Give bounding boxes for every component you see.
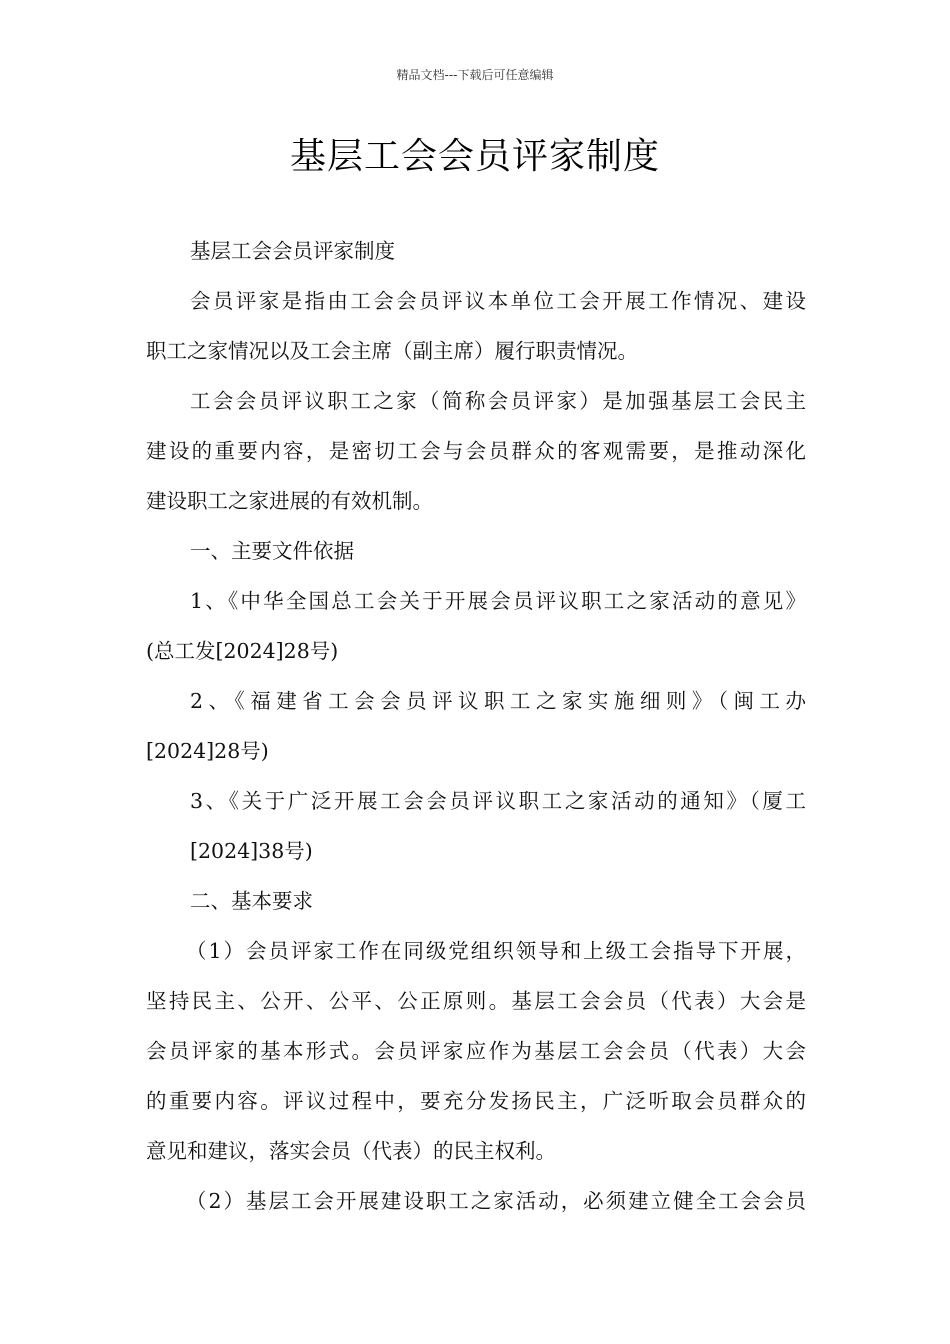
paragraph-line: 工会会员评议职工之家（简称会员评家）是加强基层工会民主 (190, 389, 806, 413)
paragraph-line: （2）基层工会开展建设职工之家活动，必须建立健全工会会员 (186, 1189, 806, 1213)
paragraph-line: 会员评家的基本形式。会员评家应作为基层工会会员（代表）大会 (146, 1039, 806, 1063)
reference-line: [2024]38号) (190, 839, 313, 863)
paragraph-line: 建设的重要内容，是密切工会与会员群众的客观需要，是推动深化 (146, 439, 806, 463)
reference-line: [2024]28号) (146, 739, 269, 763)
document-title: 基层工会会员评家制度 (289, 136, 660, 177)
reference-line: 1、《中华全国总工会关于开展会员评议职工之家活动的意见》 (190, 589, 806, 613)
paragraph-line: 意见和建议，落实会员（代表）的民主权利。 (146, 1139, 556, 1163)
section-heading: 二、基本要求 (190, 889, 313, 913)
document-body (146, 226, 806, 1226)
subtitle-line: 基层工会会员评家制度 (190, 239, 395, 263)
reference-line: 2、《福建省工会会员评议职工之家实施细则》（闽工办 (190, 689, 806, 713)
header-note: 精品文档---下载后可任意编辑 (396, 68, 554, 82)
paragraph-line: 会员评家是指由工会会员评议本单位工会开展工作情况、建设 (190, 289, 806, 313)
reference-line: 3、《关于广泛开展工会会员评议职工之家活动的通知》（厦工 (190, 789, 806, 813)
paragraph-line: 坚持民主、公开、公平、公正原则。基层工会会员（代表）大会是 (146, 989, 806, 1013)
paragraph-line: 建设职工之家进展的有效机制。 (146, 489, 433, 513)
section-heading: 一、主要文件依据 (190, 539, 354, 563)
paragraph-line: 的重要内容。评议过程中，要充分发扬民主，广泛听取会员群众的 (146, 1089, 806, 1113)
reference-line: (总工发[2024]28号) (146, 639, 339, 663)
paragraph-line: 职工之家情况以及工会主席（副主席）履行职责情况。 (146, 339, 638, 363)
paragraph-line: （1）会员评家工作在同级党组织领导和上级工会指导下开展， (186, 939, 806, 963)
